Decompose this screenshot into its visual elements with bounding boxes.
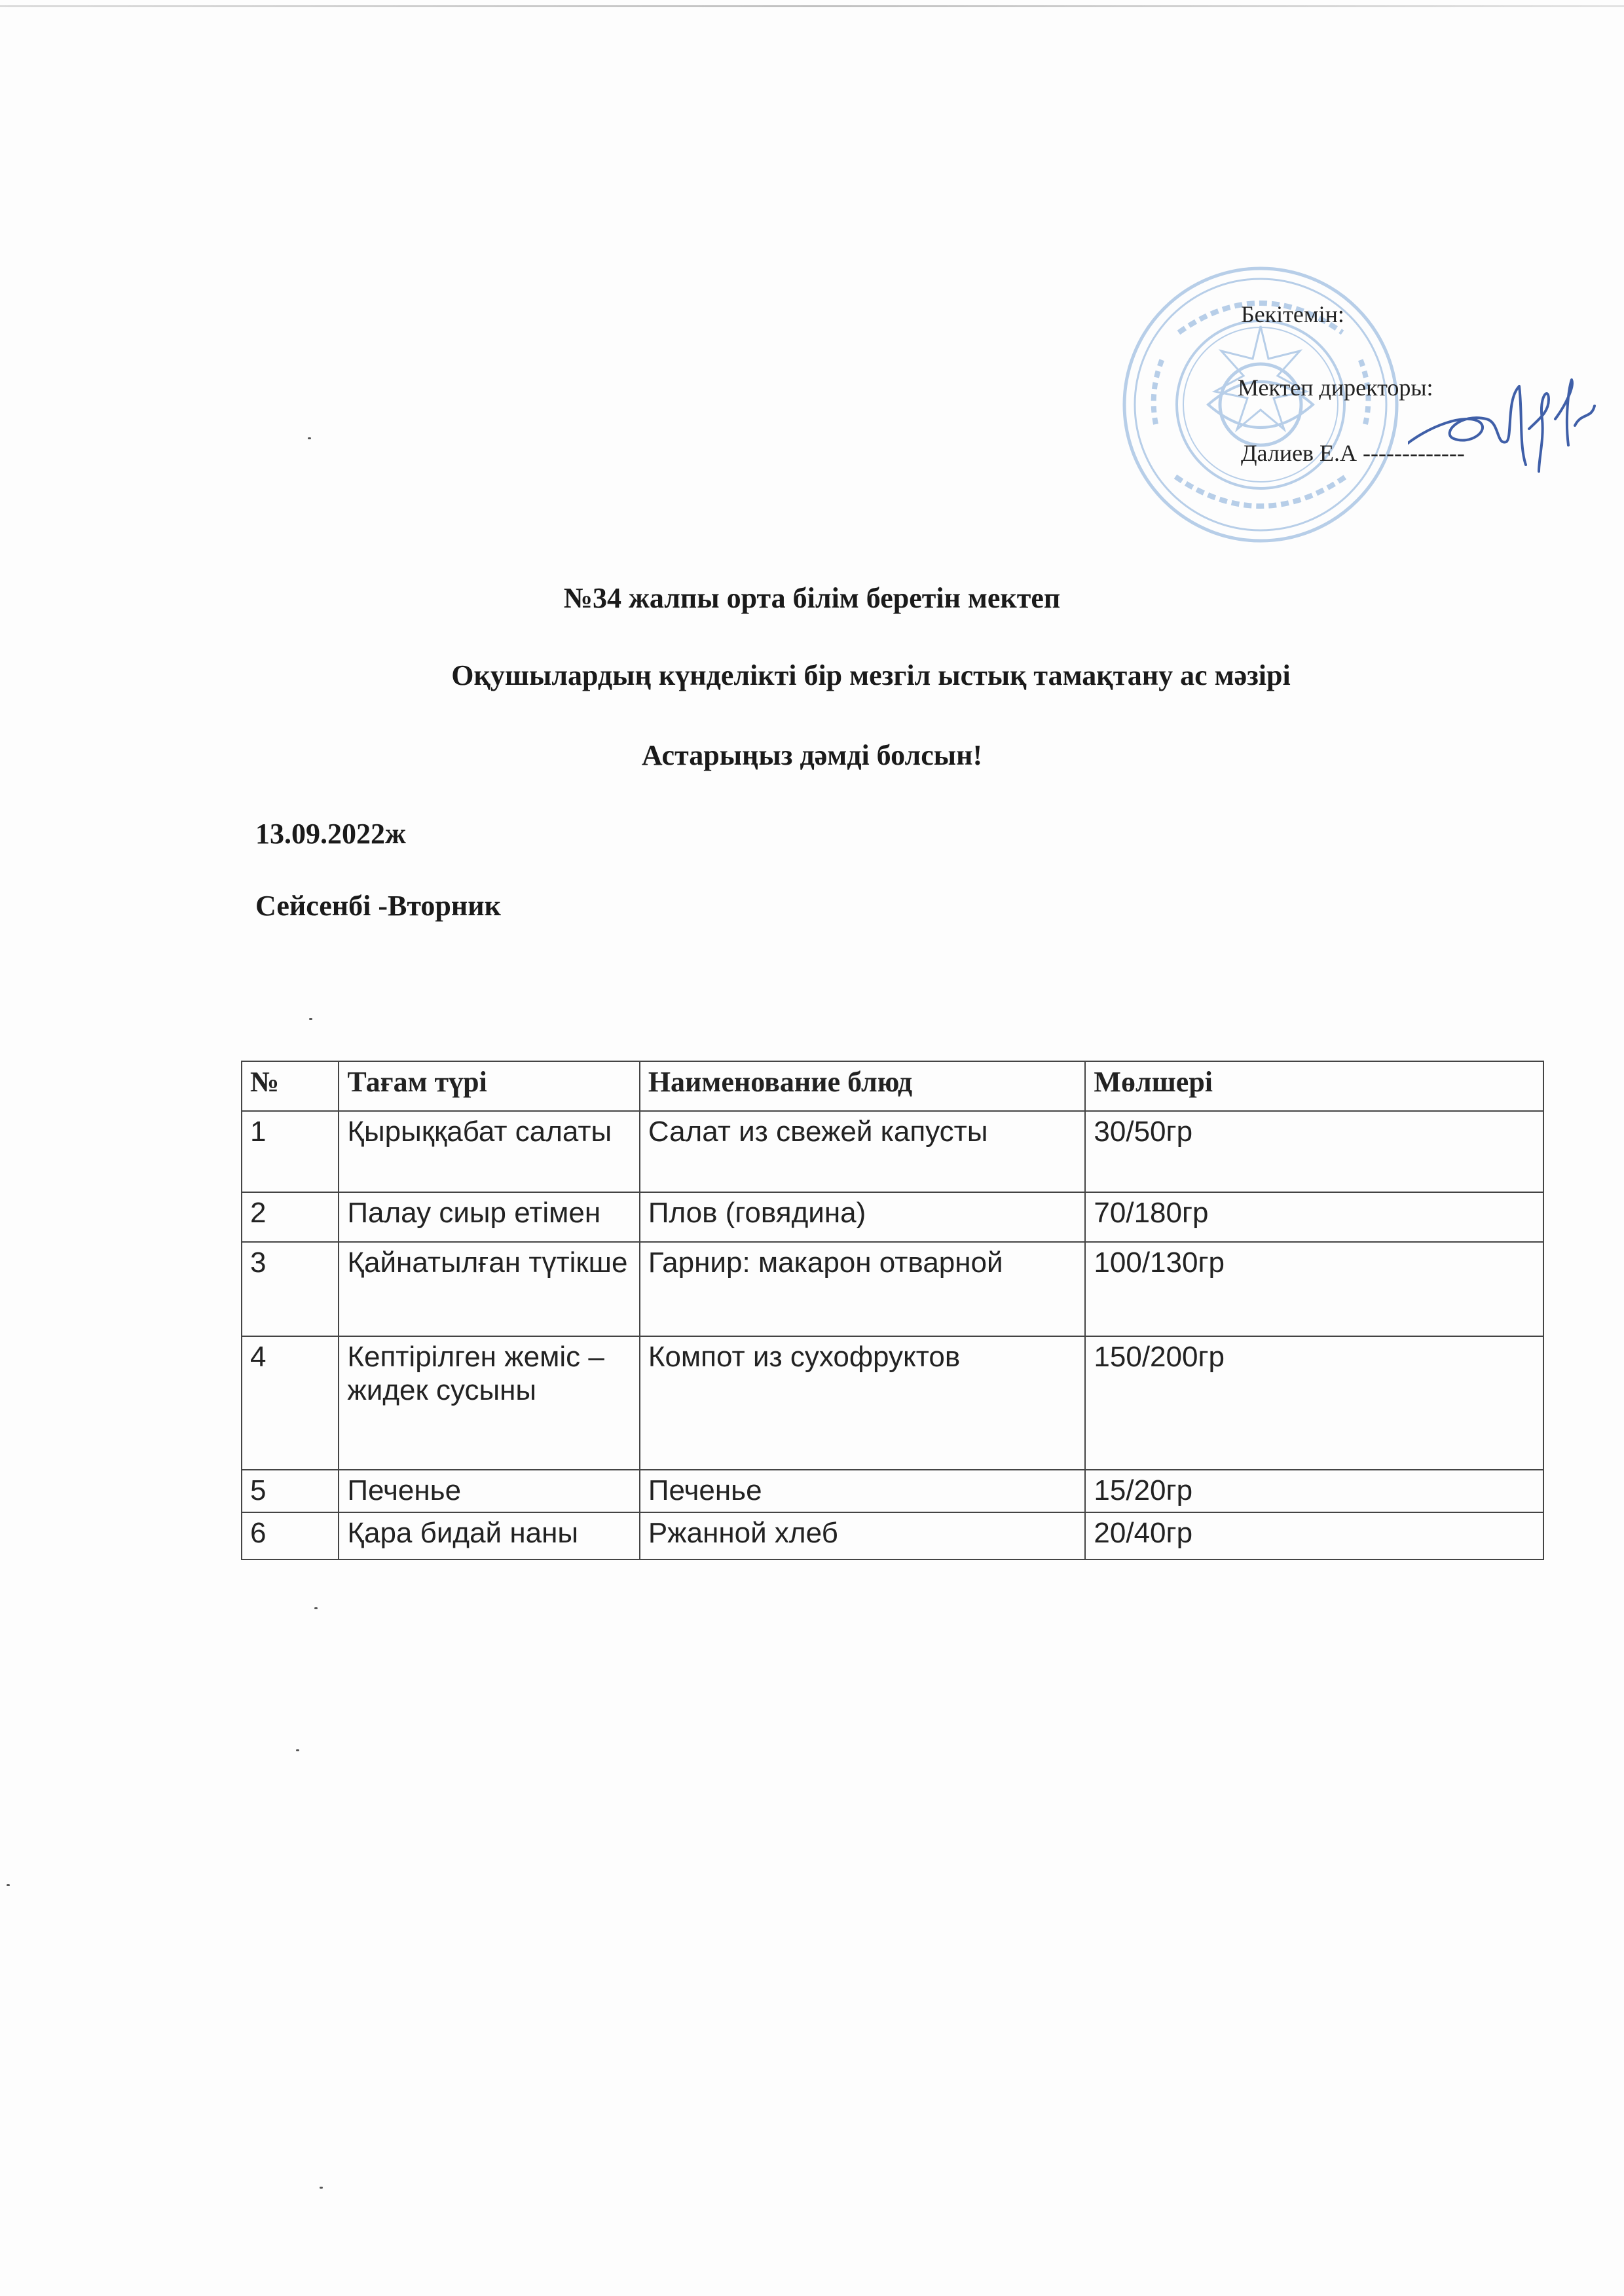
row-number: 4 <box>242 1336 339 1470</box>
scan-speck <box>296 1749 299 1751</box>
header-number: № <box>242 1061 339 1111</box>
table-row <box>242 1512 1543 1559</box>
scan-edge <box>0 5 1624 7</box>
scan-speck <box>7 1884 10 1886</box>
wish-heading: Астарыңыз дәмді болсын! <box>641 739 983 771</box>
table-row <box>242 1192 1543 1242</box>
director-name: Далиев Е.А ------------- <box>1241 440 1465 466</box>
table-row <box>242 1336 1543 1470</box>
row-number: 5 <box>242 1470 339 1512</box>
scan-speck <box>314 1607 318 1609</box>
dish-name-ru: Печенье <box>640 1470 1086 1512</box>
header-dish-type-kz: Тағам түрі <box>339 1061 639 1111</box>
dish-type-kz: Қайнатылған түтікше <box>339 1242 639 1336</box>
menu-title: Оқушылардың күнделікті бір мезгіл ыстық тамақтану ас мәзірі <box>451 659 1291 691</box>
director-label: Мектеп директоры: <box>1238 374 1433 401</box>
menu-weekday: Сейсенбі -Вторник <box>255 890 501 922</box>
portion: 15/20гр <box>1085 1470 1543 1512</box>
approved-label: Бекітемін: <box>1241 301 1344 327</box>
dish-name-ru: Ржанной хлеб <box>640 1512 1086 1559</box>
table-row <box>242 1242 1543 1336</box>
school-heading: №34 жалпы орта білім беретін мектеп <box>563 582 1061 614</box>
dish-name-ru: Гарнир: макарон отварной <box>640 1242 1086 1336</box>
portion: 150/200гр <box>1085 1336 1543 1470</box>
header-portion: Мөлшері <box>1085 1061 1543 1111</box>
portion: 20/40гр <box>1085 1512 1543 1559</box>
row-number: 3 <box>242 1242 339 1336</box>
table-header-row <box>242 1061 1543 1111</box>
table-row <box>242 1470 1543 1512</box>
table-row <box>242 1111 1543 1192</box>
portion: 70/180гр <box>1085 1192 1543 1242</box>
dish-type-kz: Печенье <box>339 1470 639 1512</box>
portion: 30/50гр <box>1085 1111 1543 1192</box>
header-dish-name-ru: Наименование блюд <box>640 1061 1086 1111</box>
row-number: 2 <box>242 1192 339 1242</box>
portion: 100/130гр <box>1085 1242 1543 1336</box>
dish-type-kz: Қара бидай наны <box>339 1512 639 1559</box>
menu-table <box>241 1061 1544 1560</box>
scan-speck <box>320 2187 323 2189</box>
dish-name-ru: Компот из сухофруктов <box>640 1336 1086 1470</box>
row-number: 1 <box>242 1111 339 1192</box>
dish-type-kz: Қырыққабат салаты <box>339 1111 639 1192</box>
dish-name-ru: Плов (говядина) <box>640 1192 1086 1242</box>
menu-date: 13.09.2022ж <box>255 818 406 850</box>
director-signature <box>1408 373 1598 484</box>
dish-type-kz: Палау сиыр етімен <box>339 1192 639 1242</box>
scan-speck <box>309 1018 312 1020</box>
dish-name-ru: Салат из свежей капусты <box>640 1111 1086 1192</box>
scan-speck <box>308 437 311 439</box>
row-number: 6 <box>242 1512 339 1559</box>
dish-type-kz: Кептірілген жеміс – жидек сусыны <box>339 1336 639 1470</box>
